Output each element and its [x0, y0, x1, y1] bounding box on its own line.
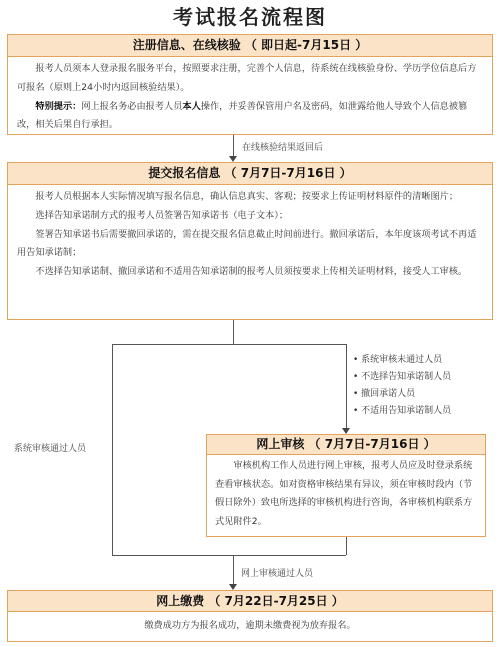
step-online-review-body	[207, 455, 485, 533]
connector-3	[346, 537, 347, 555]
step-submit-info-body	[8, 185, 492, 286]
step-online-payment	[7, 590, 493, 642]
branch-right-line	[346, 344, 347, 432]
condition-item: • 不适用告知承诺制人员	[353, 403, 451, 420]
condition-item: • 不选择告知承诺制人员	[353, 369, 451, 386]
submit-info-p3: 签署告知承诺书后需要撤回承诺的，需在提交报名信息截止时间前进行。撤回承诺后，本年度该项考试不再适用告知承诺制；	[17, 228, 477, 259]
step-register-verify-body	[8, 57, 492, 139]
step-online-review	[206, 434, 486, 537]
step-online-review-header: 网上审核 （ 7月7日-7月16日 ）	[207, 435, 485, 455]
edge-label-verify-result: 在线核验结果返回后	[242, 143, 324, 153]
page-title: 考试报名流程图	[173, 5, 327, 29]
branch-split-line	[112, 344, 346, 345]
special-notice-emphasis: 本人	[182, 100, 201, 112]
step-online-payment-body	[8, 612, 492, 641]
submit-info-p1: 报考人员根据本人实际情况填写报名信息，确认信息真实、客观；按要求上传证明材料原件的清晰图片；	[35, 191, 459, 202]
connector-1	[233, 135, 234, 158]
online-payment-text: 缴费成功方为报名成功，逾期未缴费视为放弃报名。	[144, 620, 356, 631]
online-review-text: 审核机构工作人员进行网上审核，报考人员应及时登录系统查看审核状态。如对资格审核结果有异议，须在审核时段内（节假日除外）致电所选择的审核机构进行咨询，各审核机构联系方式见附件2。	[215, 460, 473, 527]
submit-info-p4: 不选择告知承诺制、撤回承诺和不适用告知承诺制的报考人员须按要求上传相关证明材料，接受人工审核。	[35, 266, 468, 278]
connector-4	[233, 555, 234, 587]
edge-label-review-passed: 网上审核通过人员	[241, 569, 314, 579]
step-online-payment-header: 网上缴费 （ 7月22日-7月25日 ）	[8, 591, 492, 612]
condition-item: • 撤回承诺人员	[353, 386, 451, 403]
submit-info-p2: 选择告知承诺制方式的报考人员签署告知承诺书（电子文本）；	[35, 209, 289, 221]
special-notice	[17, 98, 483, 136]
step-submit-info	[7, 162, 493, 320]
special-notice-label: 特别提示：	[35, 100, 82, 112]
branch-left-label: 系统审核通过人员	[14, 444, 87, 454]
connector-2-stem	[233, 320, 234, 344]
branch-right-conditions	[353, 352, 451, 420]
step-register-verify-text: 报考人员须本人登录报名服务平台，按照要求注册，完善个人信息，待系统在线核验身份、学历学位信息后方可报名（原则上24小时内返回核验结果）。	[17, 63, 477, 93]
branch-left-bottom-line	[112, 555, 234, 556]
step-submit-info-header: 提交报名信息 （ 7月7日-7月16日 ）	[8, 163, 492, 185]
special-notice-text-b: 操作，并妥善保管用户名及密码，如泄露给他人导致个人信息被篡改，相关后果自行承担。	[17, 100, 468, 131]
special-notice-text-a: 网上报名务必由报考人员	[81, 100, 183, 112]
step-register-verify	[7, 34, 493, 135]
branch-left-line	[112, 344, 113, 555]
step-register-verify-header: 注册信息、在线核验 （ 即日起-7月15日 ）	[8, 35, 492, 57]
condition-item: • 系统审核未通过人员	[353, 352, 451, 369]
connector-3-join	[233, 555, 346, 556]
